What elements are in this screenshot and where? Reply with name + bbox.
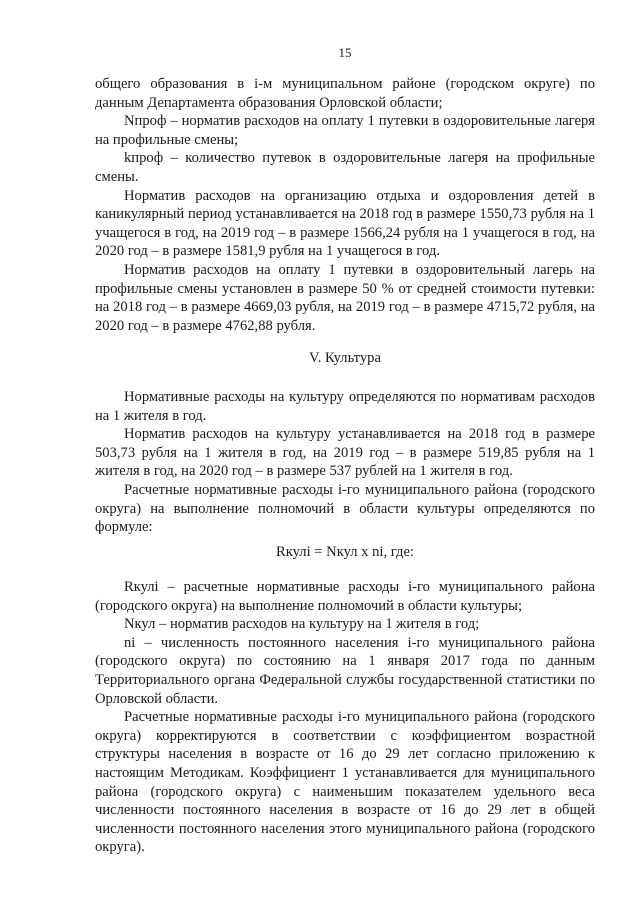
paragraph-culture-intro: Нормативные расходы на культуру определяются по нормативам расходов на 1 жителя в год. <box>95 389 595 424</box>
paragraph-nkul-definition: Nкул – норматив расходов на культуру на 1 жителя в год; <box>124 616 480 633</box>
bottom-text-block <box>95 578 595 857</box>
paragraph-age-coefficient: Расчетные нормативные расходы i-го муниципального района (городского округа) корректируются в соответствии с коэффициентом возрастной структуры населения в возрасте от 16 до 29 лет согласно приложению к настоящим Методикам. Коэффициент 1 устанавливается для муниципального района (городского округа) с наименьшим показателем удельного веса численности постоянного населения в возрасте от 16 до 29 лет в общей численности постоянного населения этого муниципального района (городского округа). <box>95 709 595 856</box>
paragraph-continuation: общего образования в i-м муниципальном районе (городском округе) по данным Департамента образования Орловской области; <box>95 76 595 111</box>
paragraph-culture-norm: Норматив расходов на культуру устанавливается на 2018 год в размере 503,73 рубля на 1 жителя в год, на 2019 год – в размере 519,85 рубля на 1 жителя в год, на 2020 год – в размере 537 рублей на 1 жителя в год. <box>95 426 595 480</box>
paragraph-ni-definition: ni – численность постоянного населения i-го муниципального района (городского округа) по состоянию на 1 января 2017 года по данным Территориального органа Федеральной службы государственной статистики по Орловской области. <box>95 634 595 707</box>
formula: Rкулi = Nкул x ni, где: <box>276 544 414 560</box>
top-text-block <box>95 75 595 335</box>
paragraph-culture-formula-intro: Расчетные нормативные расходы i-го муниципального района (городского округа) на выполнение полномочий в области культуры определяются по формуле: <box>95 481 595 536</box>
paragraph-voucher-norm: Норматив расходов на оплату 1 путевки в оздоровительный лагерь на профильные смены установлен в размере 50 % от средней стоимости путевки: на 2018 год – в размере 4669,03 рубля, на 2019 год – в размере 4715,72 рубля, на 2020 год – в размере 4762,88 рубля. <box>95 261 595 334</box>
paragraph-nprof-definition: Nпроф – норматив расходов на оплату 1 путевки в оздоровительные лагеря на профильные смены; <box>95 113 595 148</box>
section-heading: V. Культура <box>309 350 381 366</box>
paragraph-rest-norm: Норматив расходов на организацию отдыха и оздоровления детей в каникулярный период устанавливается на 2018 год в размере 1550,73 рубля на 1 учащегося в год, на 2019 год – в размере 1566,24 рубля на 1 учащегося в год, на 2020 год – в размере 1581,9 рубля на 1 учащегося в год. <box>95 187 595 260</box>
culture-text-block <box>95 388 595 537</box>
formula-block <box>95 543 595 562</box>
page-number: 15 <box>338 45 352 60</box>
paragraph-kprof-definition: kпроф – количество путевок в оздоровительные лагеря на профильные смены. <box>95 150 595 185</box>
paragraph-rkul-definition: Rкулi – расчетные нормативные расходы i-го муниципального района (городского округа) на выполнение полномочий в области культуры; <box>95 579 595 614</box>
section-heading-block <box>95 349 595 368</box>
